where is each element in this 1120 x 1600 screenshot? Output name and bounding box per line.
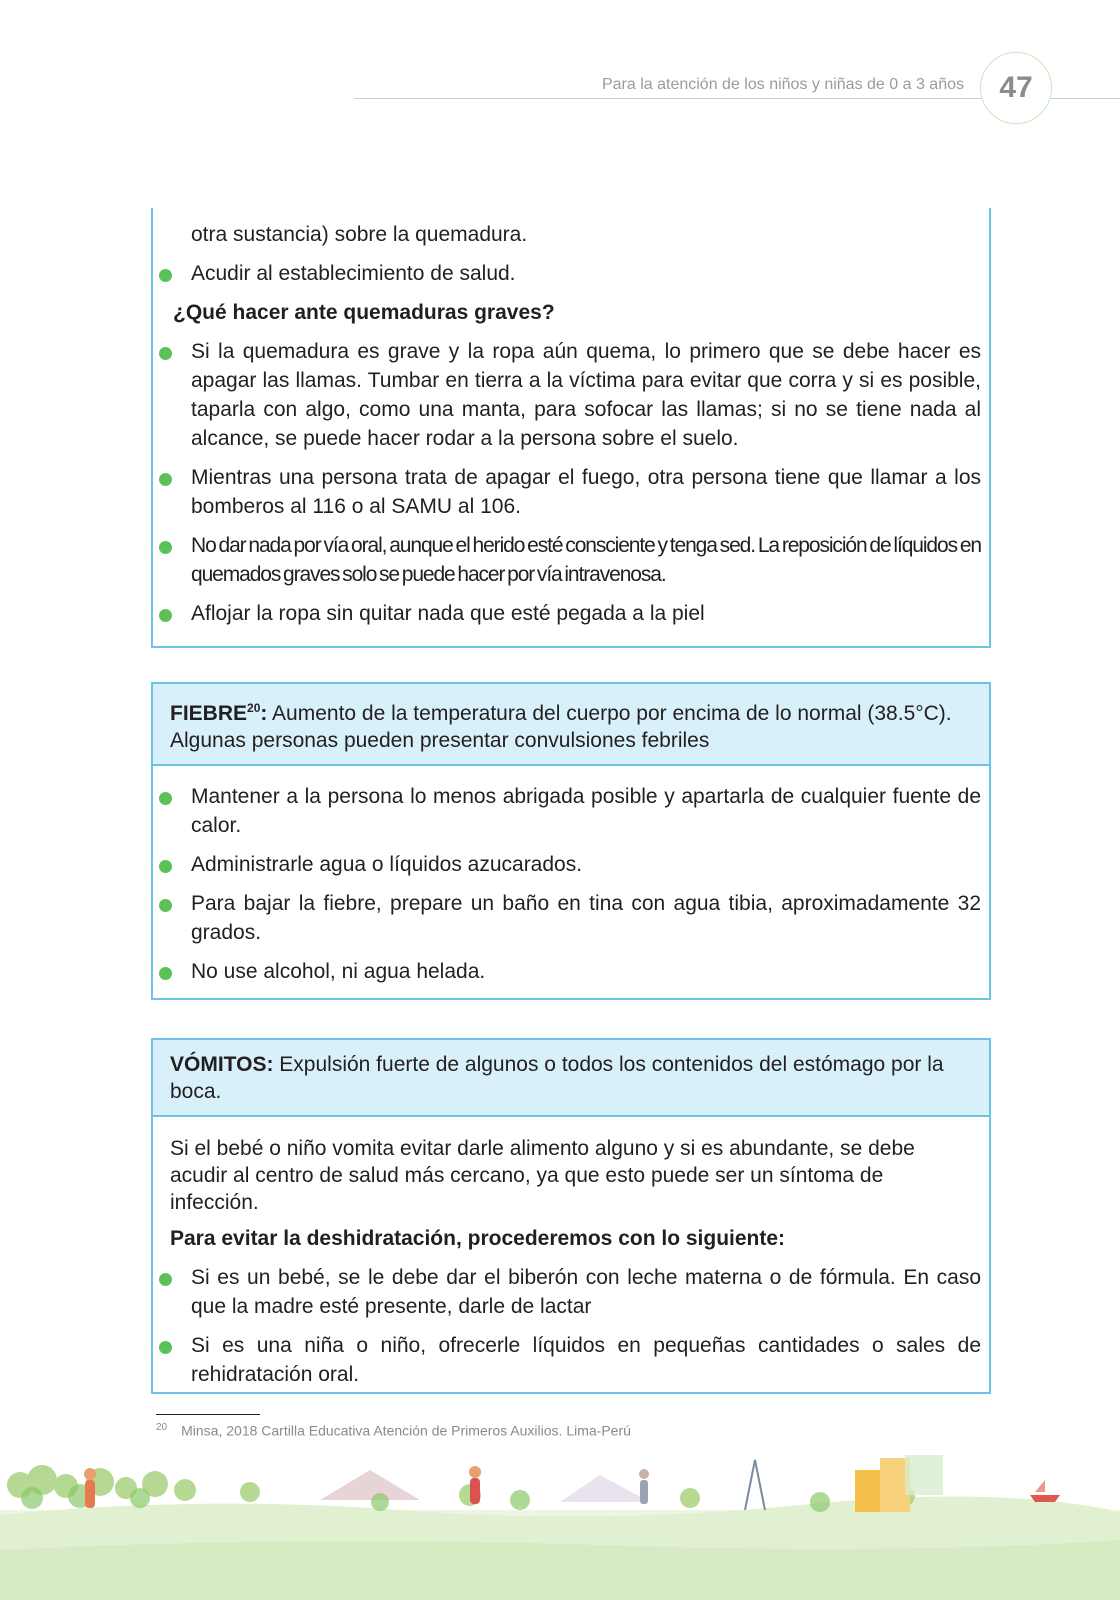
section-heading: ¿Qué hacer ante quemaduras graves? bbox=[173, 301, 555, 324]
list-item bbox=[153, 463, 989, 521]
bullet-icon bbox=[159, 347, 172, 360]
landscape-illustration bbox=[0, 1440, 1120, 1600]
list-item-continuation bbox=[153, 220, 989, 249]
footnote-rule bbox=[156, 1414, 260, 1415]
page-number: 47 bbox=[980, 52, 1052, 124]
section-heading: Para evitar la deshidratación, procederemos con lo siguiente: bbox=[170, 1227, 786, 1250]
term-fiebre: FIEBRE bbox=[170, 702, 248, 725]
footnote bbox=[156, 1422, 631, 1439]
list-item bbox=[153, 782, 989, 840]
footnote-ref: 20 bbox=[247, 701, 261, 715]
item-text: No use alcohol, ni agua helada. bbox=[191, 960, 486, 983]
list-item bbox=[153, 850, 989, 879]
list-item bbox=[153, 1331, 989, 1389]
list-item bbox=[153, 531, 989, 589]
bullet-icon bbox=[159, 967, 172, 980]
bullet-icon bbox=[159, 609, 172, 622]
item-text: Si es un bebé, se le debe dar el biberón con leche materna o de fórmula. En caso que la madre esté presente, darle de lactar bbox=[191, 1266, 981, 1318]
item-text: Aflojar la ropa sin quitar nada que esté pegada a la piel bbox=[191, 602, 705, 625]
list-item bbox=[153, 259, 989, 288]
bullet-icon bbox=[159, 1273, 172, 1286]
bullet-icon bbox=[159, 1341, 172, 1354]
bullet-icon bbox=[159, 473, 172, 486]
paragraph: Si el bebé o niño vomita evitar darle alimento alguno y si es abundante, se debe acudir al centro de salud más cercano, ya que esto puede ser un síntoma de infección. bbox=[170, 1137, 915, 1214]
item-text: Mientras una persona trata de apagar el fuego, otra persona tiene que llamar a los bomberos al 116 o al SAMU al 106. bbox=[191, 466, 981, 518]
item-text: Administrarle agua o líquidos azucarados. bbox=[191, 853, 583, 876]
item-text: Si es una niña o niño, ofrecerle líquidos en pequeñas cantidades o sales de rehidratación oral. bbox=[191, 1334, 981, 1386]
bullet-icon bbox=[159, 792, 172, 805]
bullet-icon bbox=[159, 541, 172, 554]
bullet-icon bbox=[159, 269, 172, 282]
bullet-icon bbox=[159, 899, 172, 912]
item-text: Mantener a la persona lo menos abrigada posible y apartarla de cualquier fuente de calor. bbox=[191, 785, 981, 837]
burns-box bbox=[151, 208, 991, 648]
list-item bbox=[153, 957, 989, 986]
list-item bbox=[153, 337, 989, 453]
list-item bbox=[153, 889, 989, 947]
definition-text: Aumento de la temperatura del cuerpo por encima de lo normal (38.5°C). Algunas personas pueden presentar convulsiones febriles bbox=[170, 702, 952, 752]
list-item bbox=[153, 1263, 989, 1321]
item-text: otra sustancia) sobre la quemadura. bbox=[191, 223, 528, 246]
term-colon: : bbox=[260, 702, 268, 725]
item-text: Acudir al establecimiento de salud. bbox=[191, 262, 516, 285]
bullet-icon bbox=[159, 860, 172, 873]
footnote-text: Minsa, 2018 Cartilla Educativa Atención de Primeros Auxilios. Lima-Perú bbox=[181, 1422, 631, 1439]
definition-text: Expulsión fuerte de algunos o todos los contenidos del estómago por la boca. bbox=[170, 1053, 944, 1103]
vomiting-box bbox=[151, 1038, 991, 1394]
item-text: No dar nada por vía oral, aunque el herido esté consciente y tenga sed. La reposición de líquidos en quemados graves solo se puede hacer por vía intravenosa. bbox=[191, 534, 981, 586]
running-header: Para la atención de los niños y niñas de 0 a 3 años bbox=[601, 76, 964, 93]
fever-box bbox=[151, 682, 991, 1000]
item-text: Para bajar la fiebre, prepare un baño en tina con agua tibia, aproximadamente 32 grados. bbox=[191, 892, 981, 944]
footnote-number: 20 bbox=[156, 1422, 168, 1433]
list-item bbox=[153, 599, 989, 628]
item-text: Si la quemadura es grave y la ropa aún quema, lo primero que se debe hacer es apagar las llamas. Tumbar en tierra a la víctima para evitar que corra y si es posible, taparla con algo, como una manta, para sofocar las llamas; si no se tiene nada al alcance, se puede hacer rodar a la persona sobre el suelo. bbox=[191, 340, 981, 450]
fever-definition bbox=[153, 684, 989, 766]
term-vomitos: VÓMITOS: bbox=[170, 1053, 274, 1076]
vomiting-definition bbox=[153, 1040, 989, 1117]
